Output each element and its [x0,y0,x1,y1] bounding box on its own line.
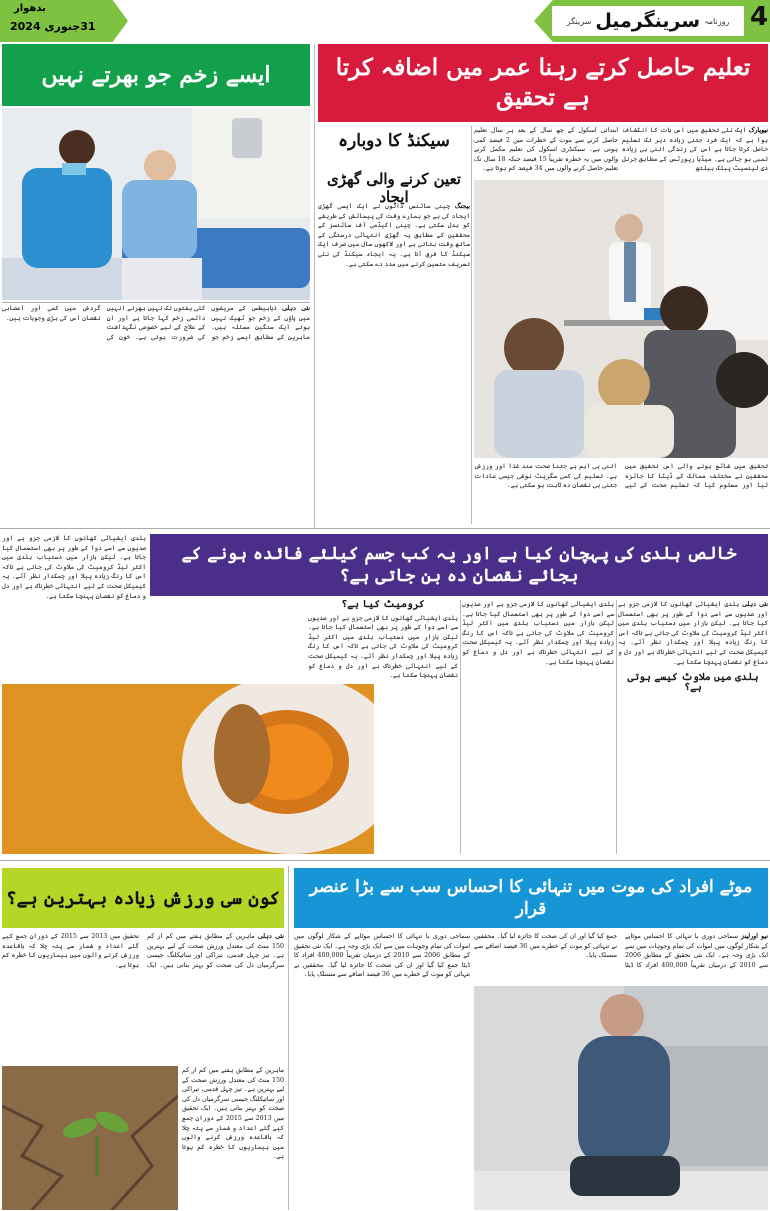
wounds-body-text: ذیابیطس کے مریضوں میں پاؤں کے زخم جو ٹھیک نہیں ہوتے ایک سنگین مسئلہ ہیں۔ ماہرین کے مطابق ایسے زخم جو کئی ہفتوں تک نہیں بھرتے انہیں دائمی زخم کہا جاتا ہے اور ان کے علاج کے لیے خصوصی نگہداشت کی ضرورت ہوتی ہے۔ خون کی گردش میں کمی اور اعصابی نقصان اس کی بڑی وجوہات ہیں۔ [2,305,310,341]
sprout-photo [2,1066,178,1210]
turmeric-headline: خالص ہلدی کی پہچان کیا ہے اور یہ کب جسم کیلئے فائدہ ہونے کے بجائے نقصان دہ بن جاتی ہے؟ [181,544,737,586]
wounds-body [2,304,310,524]
page-number: 4 [749,2,769,32]
exercise-side-text [182,1066,284,1210]
column-rule [471,126,472,524]
education-para3-text: تحقیق میں شائع ہونے والی اس تحقیق میں محققین نے مختلف ممالک کے ڈیٹا کا جائزہ لیا اور معلوم کیا کہ تعلیم صحت کے لیے اتنی ہی اہم ہے جتنا صحت مند غذا اور ورزش ہے۔ تعلیم کی کمی سگریٹ نوشی جیسی عادات جتنی ہی نقصان دہ ثابت ہو سکتی ہے۔ [474,463,768,490]
turmeric-subhead-adulteration: ہلدی میں ملاوٹ کیسے ہوتی ہے؟ [627,672,759,693]
masthead-newspaper-name: سرینگرمیل [595,10,701,32]
education-headline: تعلیم حاصل کرتے رہنا عمر میں اضافہ کرتا ہے تحقیق [335,54,751,111]
clock-headline-line2: تعین کرنے والی گھڑی ایجاد [327,170,461,206]
loneliness-headline-banner [294,868,768,928]
exercise-headline: کون سی ورزش زیادہ بہترین ہے؟ [6,887,280,909]
masthead-title-box [552,6,744,36]
turmeric-body-text-2: ہلدی ایشیائی کھانوں کا لازمی جزو ہے اور صدیوں سے اسے دوا کے طور پر بھی استعمال کیا جاتا ہے۔ لیکن بازار میں دستیاب ہلدی میں اکثر لیڈ کرومیٹ کی ملاوٹ کی جاتی ہے تاکہ اس کا رنگ زیادہ پیلا اور چمکدار نظر آئے۔ یہ کیمیکل صحت کے لیے انتہائی خطرناک ہے اور دل و دماغ کو نقصان پہنچا سکتا ہے۔ [462,601,614,666]
education-para2 [474,126,618,178]
exercise-body [2,932,284,1064]
turmeric-dateline: نئی دہلی [742,601,768,608]
wounds-dateline: نئی دہلی [281,305,310,312]
clock-dateline: بیجنگ [454,203,470,210]
loneliness-body-text: سماجی دوری یا تنہائی کا احساس موٹاپے کے شکار لوگوں میں اموات کی تمام وجوہات میں سے ایک بڑی وجہ ہے۔ ایک نئی تحقیق کے مطابق 2006 سے 2010 کے درمیان تقریباً 400,000 افراد کا ڈیٹا جمع کیا گیا اور ان کی صحت کا جائزہ لیا گیا۔ محققین نے تنہائی کو موت کے خطرے میں 36 فیصد اضافے سے منسلک پایا۔ [294,933,470,979]
turmeric-left-intro [2,534,146,676]
masthead-day: بدھوار [14,3,46,14]
turmeric-body-text: ہلدی ایشیائی کھانوں کا لازمی جزو ہے اور صدیوں سے اسے دوا کے طور پر بھی استعمال کیا جاتا ہے۔ لیکن بازار میں دستیاب ہلدی میں اکثر لیڈ کرومیٹ کی ملاوٹ کی جاتی ہے تاکہ اس کا رنگ زیادہ پیلا اور چمکدار نظر آئے۔ یہ کیمیکل صحت کے لیے انتہائی خطرناک ہے اور دل و دماغ کو نقصان پہنچا سکتا ہے۔ [618,601,768,666]
education-para3 [474,462,768,520]
turmeric-intro-text: ہلدی ایشیائی کھانوں کا لازمی جزو ہے اور صدیوں سے اسے دوا کے طور پر بھی استعمال کیا جاتا ہے۔ لیکن بازار میں دستیاب ہلدی میں اکثر لیڈ کرومیٹ کی ملاوٹ کی جاتی ہے تاکہ اس کا رنگ زیادہ پیلا اور چمکدار نظر آئے۔ یہ کیمیکل صحت کے لیے انتہائی خطرناک ہے اور دل و دماغ کو نقصان پہنچا سکتا ہے۔ [2,535,146,600]
column-rule [616,600,617,854]
education-para1 [622,126,768,178]
column-rule [460,600,461,854]
column-rule [288,866,289,1210]
masthead-daily-label: روزنامہ [704,16,730,26]
classroom-photo [474,180,768,458]
turmeric-photo [2,684,374,854]
turmeric-headline-banner [150,534,768,596]
clock-body [318,202,470,524]
wounds-headline-banner [2,44,310,106]
wounds-headline: ایسے زخم جو بھرتے نہیں [41,62,271,88]
wound-care-photo [2,108,310,300]
education-dateline: نیویارک [748,127,768,134]
exercise-side-body: ماہرین کے مطابق ہفتے میں کم از کم 150 منٹ کی معتدل ورزش صحت کے لیے بہترین ہے۔ تیز چہل قدمی، تیراکی اور سائیکلنگ جیسی سرگرمیاں دل کی صحت کو بہتر بناتی ہیں۔ ایک تحقیق میں 2013 سے 2015 کے دوران جمع کیے گئے اعداد و شمار سے پتہ چلا کہ باقاعدہ ورزش کرنے والوں میں بیماریوں کا خطرہ کم ہوتا ہے۔ [182,1067,284,1161]
exercise-dateline: نئی دہلی [257,933,284,940]
clock-headline-line1: سیکنڈ کا دوبارہ [338,131,450,151]
loneliness-headline: موٹے افراد کی موت میں تنہائی کا احساس سب سے بڑا عنصر قرار [309,877,753,919]
wounds-photo-rule [2,302,310,303]
turmeric-body-text-3: ہلدی ایشیائی کھانوں کا لازمی جزو ہے اور صدیوں سے اسے دوا کے طور پر بھی استعمال کیا جاتا ہے۔ لیکن بازار میں دستیاب ہلدی میں اکثر لیڈ کرومیٹ کی ملاوٹ کی جاتی ہے تاکہ اس کا رنگ زیادہ پیلا اور چمکدار نظر آئے۔ یہ کیمیکل صحت کے لیے انتہائی خطرناک ہے اور دل و دماغ کو نقصان پہنچا سکتا ہے۔ [308,614,458,680]
education-headline-banner [318,44,768,122]
exercise-body-text: ماہرین کے مطابق ہفتے میں کم از کم 150 منٹ کی معتدل ورزش صحت کے لیے بہترین ہے۔ تیز چہل قدمی، تیراکی اور سائیکلنگ جیسی سرگرمیاں دل کی صحت کو بہتر بناتی ہیں۔ ایک تحقیق میں 2013 سے 2015 کے دوران جمع کیے گئے اعداد و شمار سے پتہ چلا کہ باقاعدہ ورزش کرنے والوں میں بیماریوں کا خطرہ کم ہوتا ہے۔ [2,933,284,969]
loneliness-body [294,932,470,1210]
section-rule [0,528,770,529]
turmeric-col-middle [462,600,614,852]
loneliness-top-text [474,932,768,984]
turmeric-subhead-chromate: کرومیٹ کیا ہے؟ [341,600,425,610]
education-para1-text: ایک نئی تحقیق میں اس بات کا انکشاف ہوا ہے کہ ایک فرد جتنی زیادہ دیر تک تعلیم حاصل کرتا جاتا ہے اس کی زندگی اتنی ہی زیادہ لمبی ہو جاتی ہے۔ میڈیا رپورٹس کے مطابق جرنل دی لینسیٹ پبلک ہیلتھ [622,127,768,173]
column-rule [314,44,315,528]
exercise-headline-banner [2,868,284,928]
clock-body-text: چینی سائنس دانوں نے ایک ایسی گھڑی ایجاد کی ہے جو ہمارے وقت کی پیمائش کے طریقے کو بدل سکتی ہے۔ چینی اکیڈمی آف سائنسز کے محققین کے مطابق یہ گھڑی انتہائی درستگی کے ساتھ وقت بتاتی ہے اور لاکھوں سال میں صرف ایک سیکنڈ کا فرق آتا ہے۔ یہ ایجاد سیکنڈ کی نئی تعریف متعین کرنے میں مدد دے سکتی ہے۔ [318,203,470,268]
masthead-city: سرینگر [566,16,592,26]
masthead-date: 31جنوری 2024 [10,20,96,33]
turmeric-col-right [618,600,768,852]
section-rule [0,860,770,861]
education-para2-text: ابتدائی اسکول کے چھ سال کے بعد ہر سال تعلیم حاصل کرنے سے موت کے خطرات میں 2 فیصد کمی ہوتی ہے۔ سیکنڈری اسکول کی تعلیم مکمل کرنے والوں میں یہ خطرہ تقریباً 15 فیصد جبکہ 18 سال تک تعلیم حاصل کرنے والوں میں 34 فیصد کم ہوتا ہے۔ [474,127,618,173]
loneliness-dateline: نیو اورلینز [740,933,768,940]
loneliness-top-body: سماجی دوری یا تنہائی کا احساس موٹاپے کے شکار لوگوں میں اموات کی تمام وجوہات میں سے ایک بڑی وجہ ہے۔ ایک نئی تحقیق کے مطابق 2006 سے 2010 کے درمیان تقریباً 400,000 افراد کا ڈیٹا جمع کیا گیا اور ان کی صحت کا جائزہ لیا گیا۔ محققین نے تنہائی کو موت کے خطرے میں 36 فیصد اضافے سے منسلک پایا۔ [474,933,768,969]
lonely-man-photo [474,986,768,1210]
